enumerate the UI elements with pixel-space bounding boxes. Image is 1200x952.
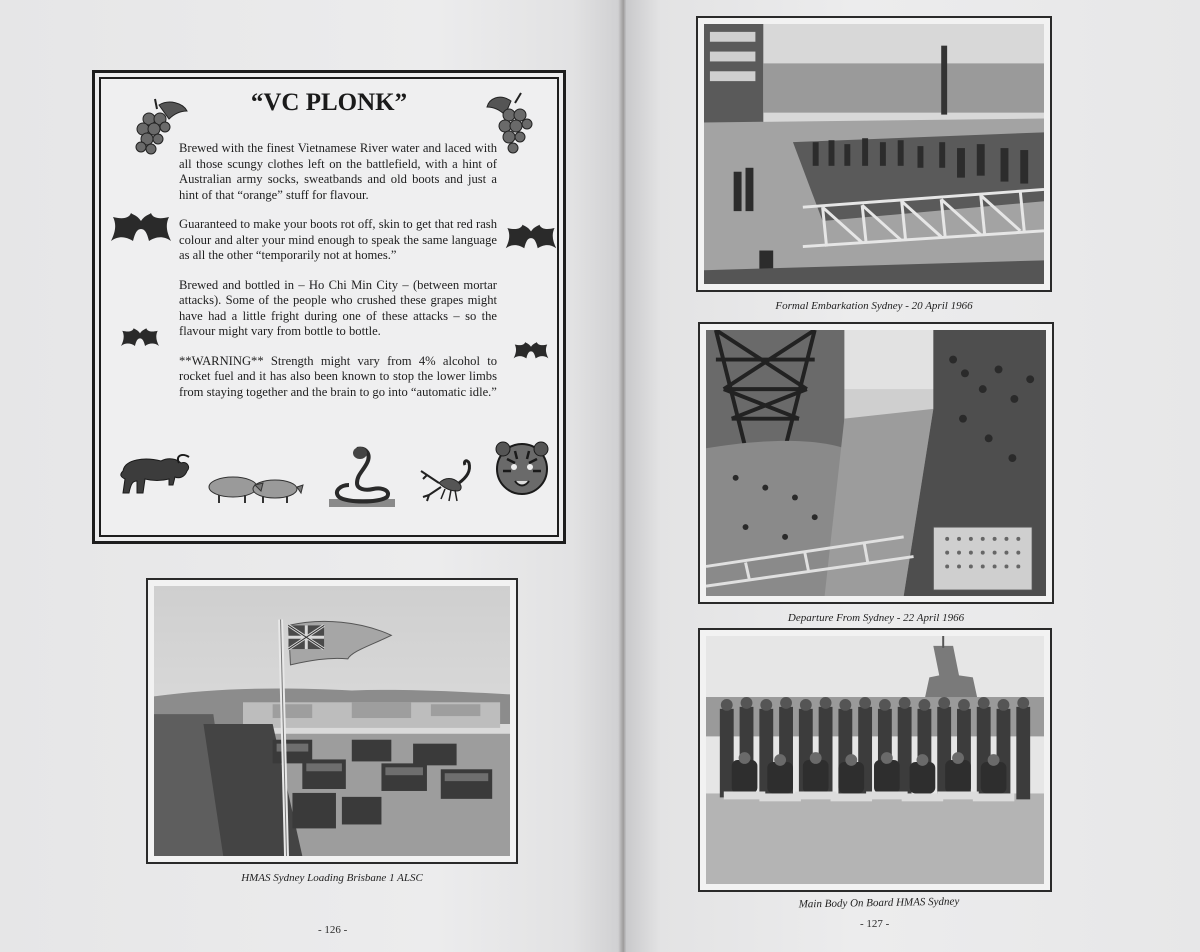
plonk-paragraph-2: Guaranteed to make your boots rot off, skin to get that red rash colour and alter your mind enough to speak the same language as all the other “temporarily not at homes.” [179,217,497,262]
bat-icon [111,211,171,249]
photo-departure-from-sydney [698,322,1054,604]
grapes-icon [129,97,191,157]
photo-caption: HMAS Sydney Loading Brisbane 1 ALSC [241,872,423,884]
grapes-icon [485,91,541,157]
scorpion-icon [419,457,479,505]
departure-photo [706,330,1046,596]
buffalo-icon [115,449,191,501]
tiger-icon [493,439,551,499]
pigs-icon [205,471,305,505]
embarkation-photo [704,24,1044,284]
cobra-icon [327,445,397,509]
bat-icon [505,341,557,363]
group-photo [706,636,1044,884]
photo-caption: Formal Embarkation Sydney - 20 April 1966 [775,300,973,312]
plonk-paragraph-4: **WARNING** Strength might vary from 4% alcohol to rocket fuel and it has also been known to stop the lower limbs from staying together and the brain to go into “automatic idle.” [179,353,497,399]
right-page [626,0,1200,952]
plonk-paragraph-3: Brewed and bottled in – Ho Chi Min City – (between mortar attacks). Some of the people who crushed these grapes might have had a little fright during one of these attacks – so the flavour might vary from bottle to bottle. [179,277,497,338]
bat-icon [111,327,169,351]
photo-formal-embarkation [696,16,1052,292]
plonk-paragraph-1: Brewed with the finest Vietnamese River water and laced with all those scungy clothes left on the battlefield, with a hint of Australian army socks, sweatbands and old boots and just a hint of that “orange” stuff for flavour. [179,141,497,202]
photo-caption: Main Body On Board HMAS Sydney [798,895,960,911]
vc-plonk-inner-border [99,77,559,537]
photo-main-body-on-board [698,628,1052,892]
bat-icon [505,223,557,255]
vc-plonk-text [179,141,497,414]
harbour-flag-photo [154,586,510,856]
photo-caption: Departure From Sydney - 22 April 1966 [787,612,965,624]
photo-hmas-sydney-loading [146,578,518,864]
page-number: - 127 - [860,918,890,930]
vc-plonk-label-box [92,70,566,544]
vc-plonk-title: “VC PLONK” [250,89,408,116]
page-number: - 126 - [318,924,348,936]
